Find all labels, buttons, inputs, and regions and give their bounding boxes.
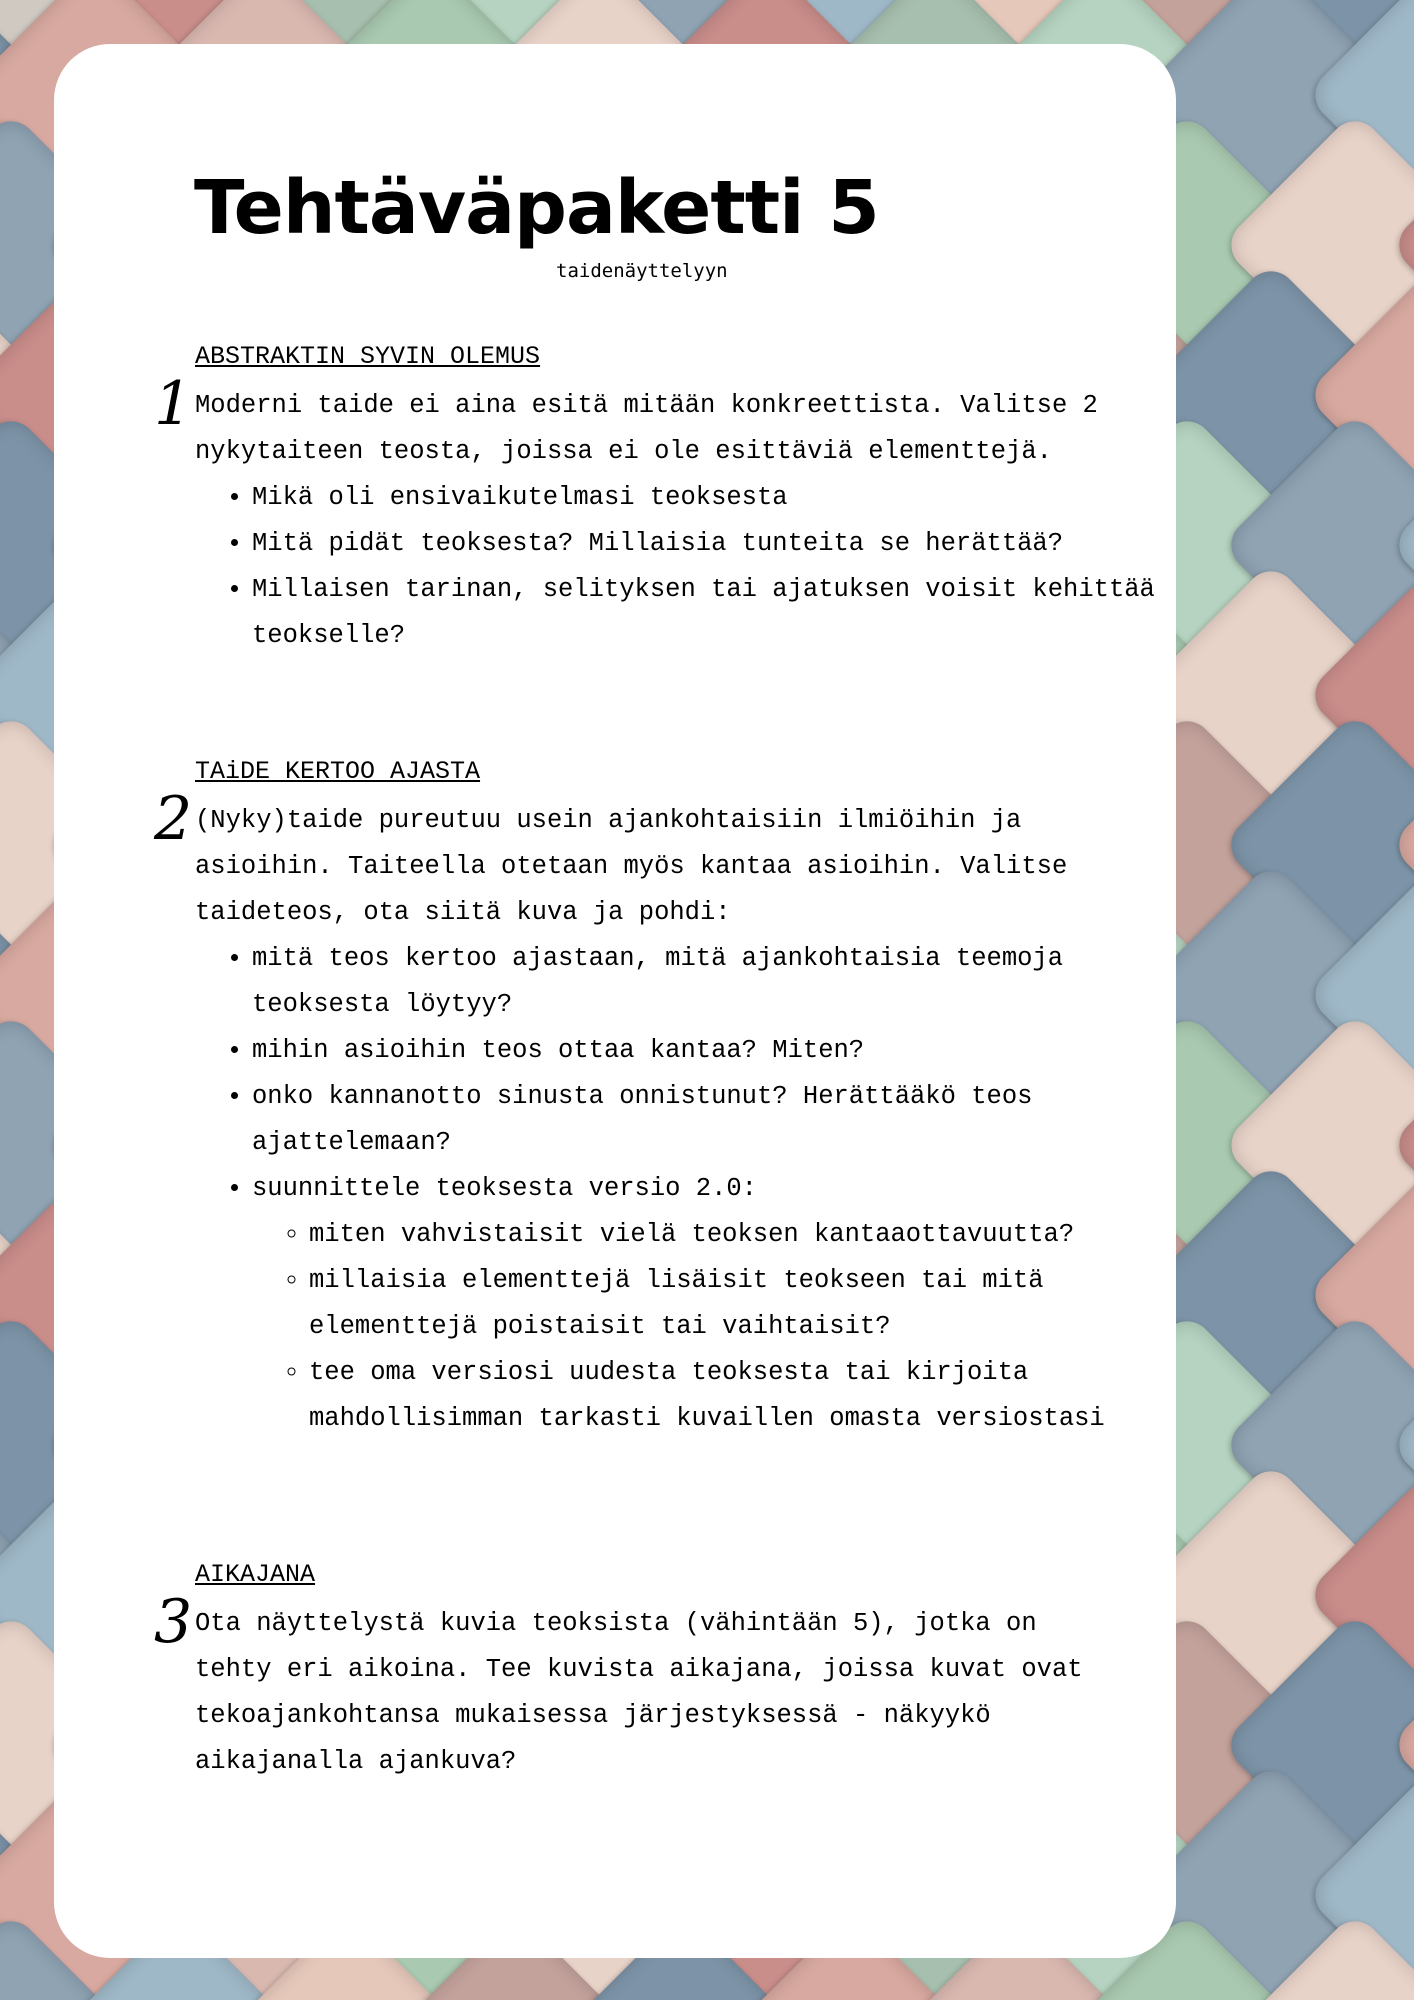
section-intro: Moderni taide ei aina esitä mitään konkreettista. Valitse 2 nykytaiteen teosta, joissa ei ole esittäviä elementtejä. (195, 391, 1098, 466)
list-item: • mihin asioihin teos ottaa kantaa? Miten? (252, 1028, 1172, 1074)
section-intro: (Nyky)taide pureutuu usein ajankohtaisiin ilmiöihin ja asioihin. Taiteella otetaan myös kantaa asioihin. Valitse taideteos, ota siitä kuva ja pohdi: (195, 806, 1068, 927)
list-item: • mitä teos kertoo ajastaan, mitä ajankohtaisia teemoja teoksesta löytyy? (252, 936, 1172, 1028)
page-title: Tehtäväpaketti 5 (194, 165, 879, 251)
sub-list-item: ◦ miten vahvistaisit vielä teoksen kantaaottavuutta? (309, 1212, 1172, 1258)
sub-bullet-list (252, 1212, 1172, 1442)
section-number: 3 (154, 1587, 193, 1657)
list-item (252, 1166, 1172, 1442)
list-item: • onko kannanotto sinusta onnistunut? Herättääkö teos ajattelemaan? (252, 1074, 1172, 1166)
bullet-list (195, 936, 1172, 1442)
section-heading: AIKAJANA (195, 1560, 316, 1589)
sub-list-item: ◦ tee oma versiosi uudesta teoksesta tai kirjoita mahdollisimman tarkasti kuvaillen omasta versiostasi (309, 1350, 1172, 1442)
section-heading: TAiDE KERTOO AJASTA (195, 757, 481, 786)
section-number: 1 (154, 369, 193, 439)
list-item: • Mikä oli ensivaikutelmasi teoksesta (252, 475, 1172, 521)
bullet-list (195, 475, 1172, 659)
list-item: • Millaisen tarinan, selityksen tai ajatuksen voisit kehittää teokselle? (252, 567, 1172, 659)
section-heading: ABSTRAKTIN SYVIN OLEMUS (195, 342, 541, 371)
section-number: 2 (154, 784, 193, 854)
sub-list-item: ◦ millaisia elementtejä lisäisit teokseen tai mitä elementtejä poistaisit tai vaihtaisit? (309, 1258, 1172, 1350)
section-intro: Ota näyttelystä kuvia teoksista (vähintään 5), jotka on tehty eri aikoina. Tee kuvista aikajana, joissa kuvat ovat tekoajankohtansa mukaisessa järjestyksessä - näkyykö aikajanalla ajankuva? (195, 1609, 1083, 1776)
list-item-text: suunnittele teoksesta versio 2.0: (252, 1174, 757, 1203)
page-subtitle: taidenäyttelyyn (556, 260, 728, 282)
worksheet-card (54, 44, 1176, 1958)
list-item: • Mitä pidät teoksesta? Millaisia tunteita se herättää? (252, 521, 1172, 567)
